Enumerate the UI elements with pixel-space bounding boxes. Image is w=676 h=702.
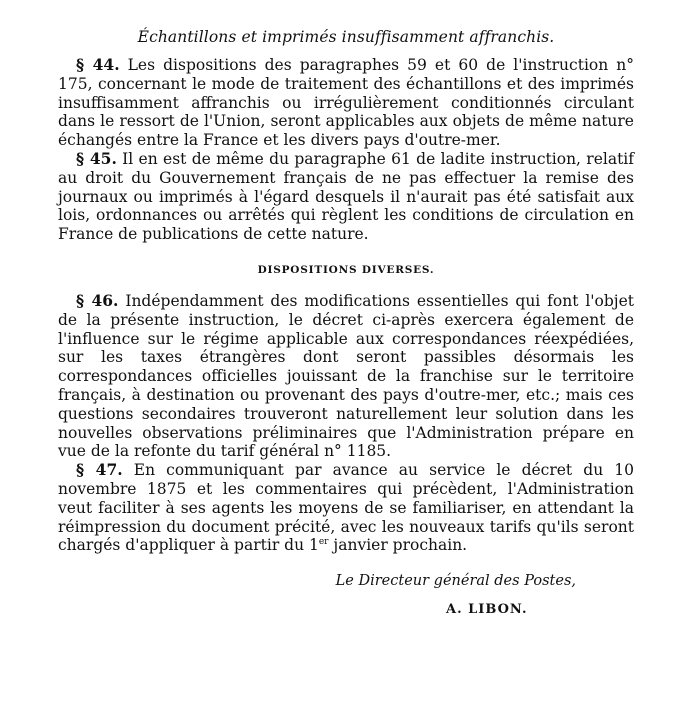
signature-name: A. LIBON. — [446, 602, 528, 618]
section-heading: Échantillons et imprimés insuffisamment affranchis. — [137, 28, 555, 46]
paragraph-number: § 47. — [76, 460, 123, 480]
paragraph-number: § 44. — [76, 55, 120, 74]
paragraph-text: Il en est de même du paragraphe 61 de ladite instruction, relatif au droit du Gouvernement français de ne pas effectuer la remise des journaux ou imprimés à l'égard desquels il n'aurait pas été satisfait aux lois, ordonnances ou arrêtés qui règlent les conditions de circulation en France de publications de cette nature. — [58, 149, 634, 244]
paragraph-text: En communiquant par avance au service le décret du 10 novembre 1875 et les commentaires qui précèdent, l'Administration veut faciliter à ses agents les moyens de se familiariser, en attendant la réimpression du document précité, avec les nouveaux tarifs qu'ils seront chargés d'appliquer à partir du 1 — [58, 461, 634, 555]
paragraph-number: § 45. — [76, 148, 117, 168]
paragraph-44 — [58, 56, 634, 150]
paragraph-text: Les dispositions des paragraphes 59 et 60 de l'instruction n° 175, concernant le mode de traitement des échantillons et des imprimés insuffisamment affranchis ou irrégulièrement conditionnés circulant dans le ressort de l'Union, seront applicables aux objets de même nature échangés entre la France et les divers pays d'outre-mer. — [58, 56, 634, 150]
paragraph-47 — [58, 461, 634, 555]
paragraph-text-end: janvier prochain. — [328, 536, 468, 555]
paragraph-45 — [58, 150, 634, 244]
superscript: er — [318, 537, 329, 548]
paragraph-text: Indépendamment des modifications essentielles qui font l'objet de la présente instruction, le décret ci-après exercera également de l'influence sur le régime applicable aux correspondances réexpédiées, sur les taxes étrangères dont seront passibles désormais les correspondances officielles jouissant de la franchise sur le territoire français, à destination ou provenant des pays d'outre-mer, etc.; mais ces questions secondaires trouveront naturellement leur solution dans les nouvelles observations préliminaires que l'Administration prépare en vue de la refonte du tarif général n° 1185. — [58, 291, 634, 461]
paragraph-number: § 46. — [76, 290, 119, 310]
paragraph-46 — [58, 292, 634, 461]
signature-title: Le Directeur général des Postes, — [335, 573, 576, 590]
document-page — [58, 28, 634, 617]
section-title: DISPOSITIONS DIVERSES. — [257, 263, 435, 276]
